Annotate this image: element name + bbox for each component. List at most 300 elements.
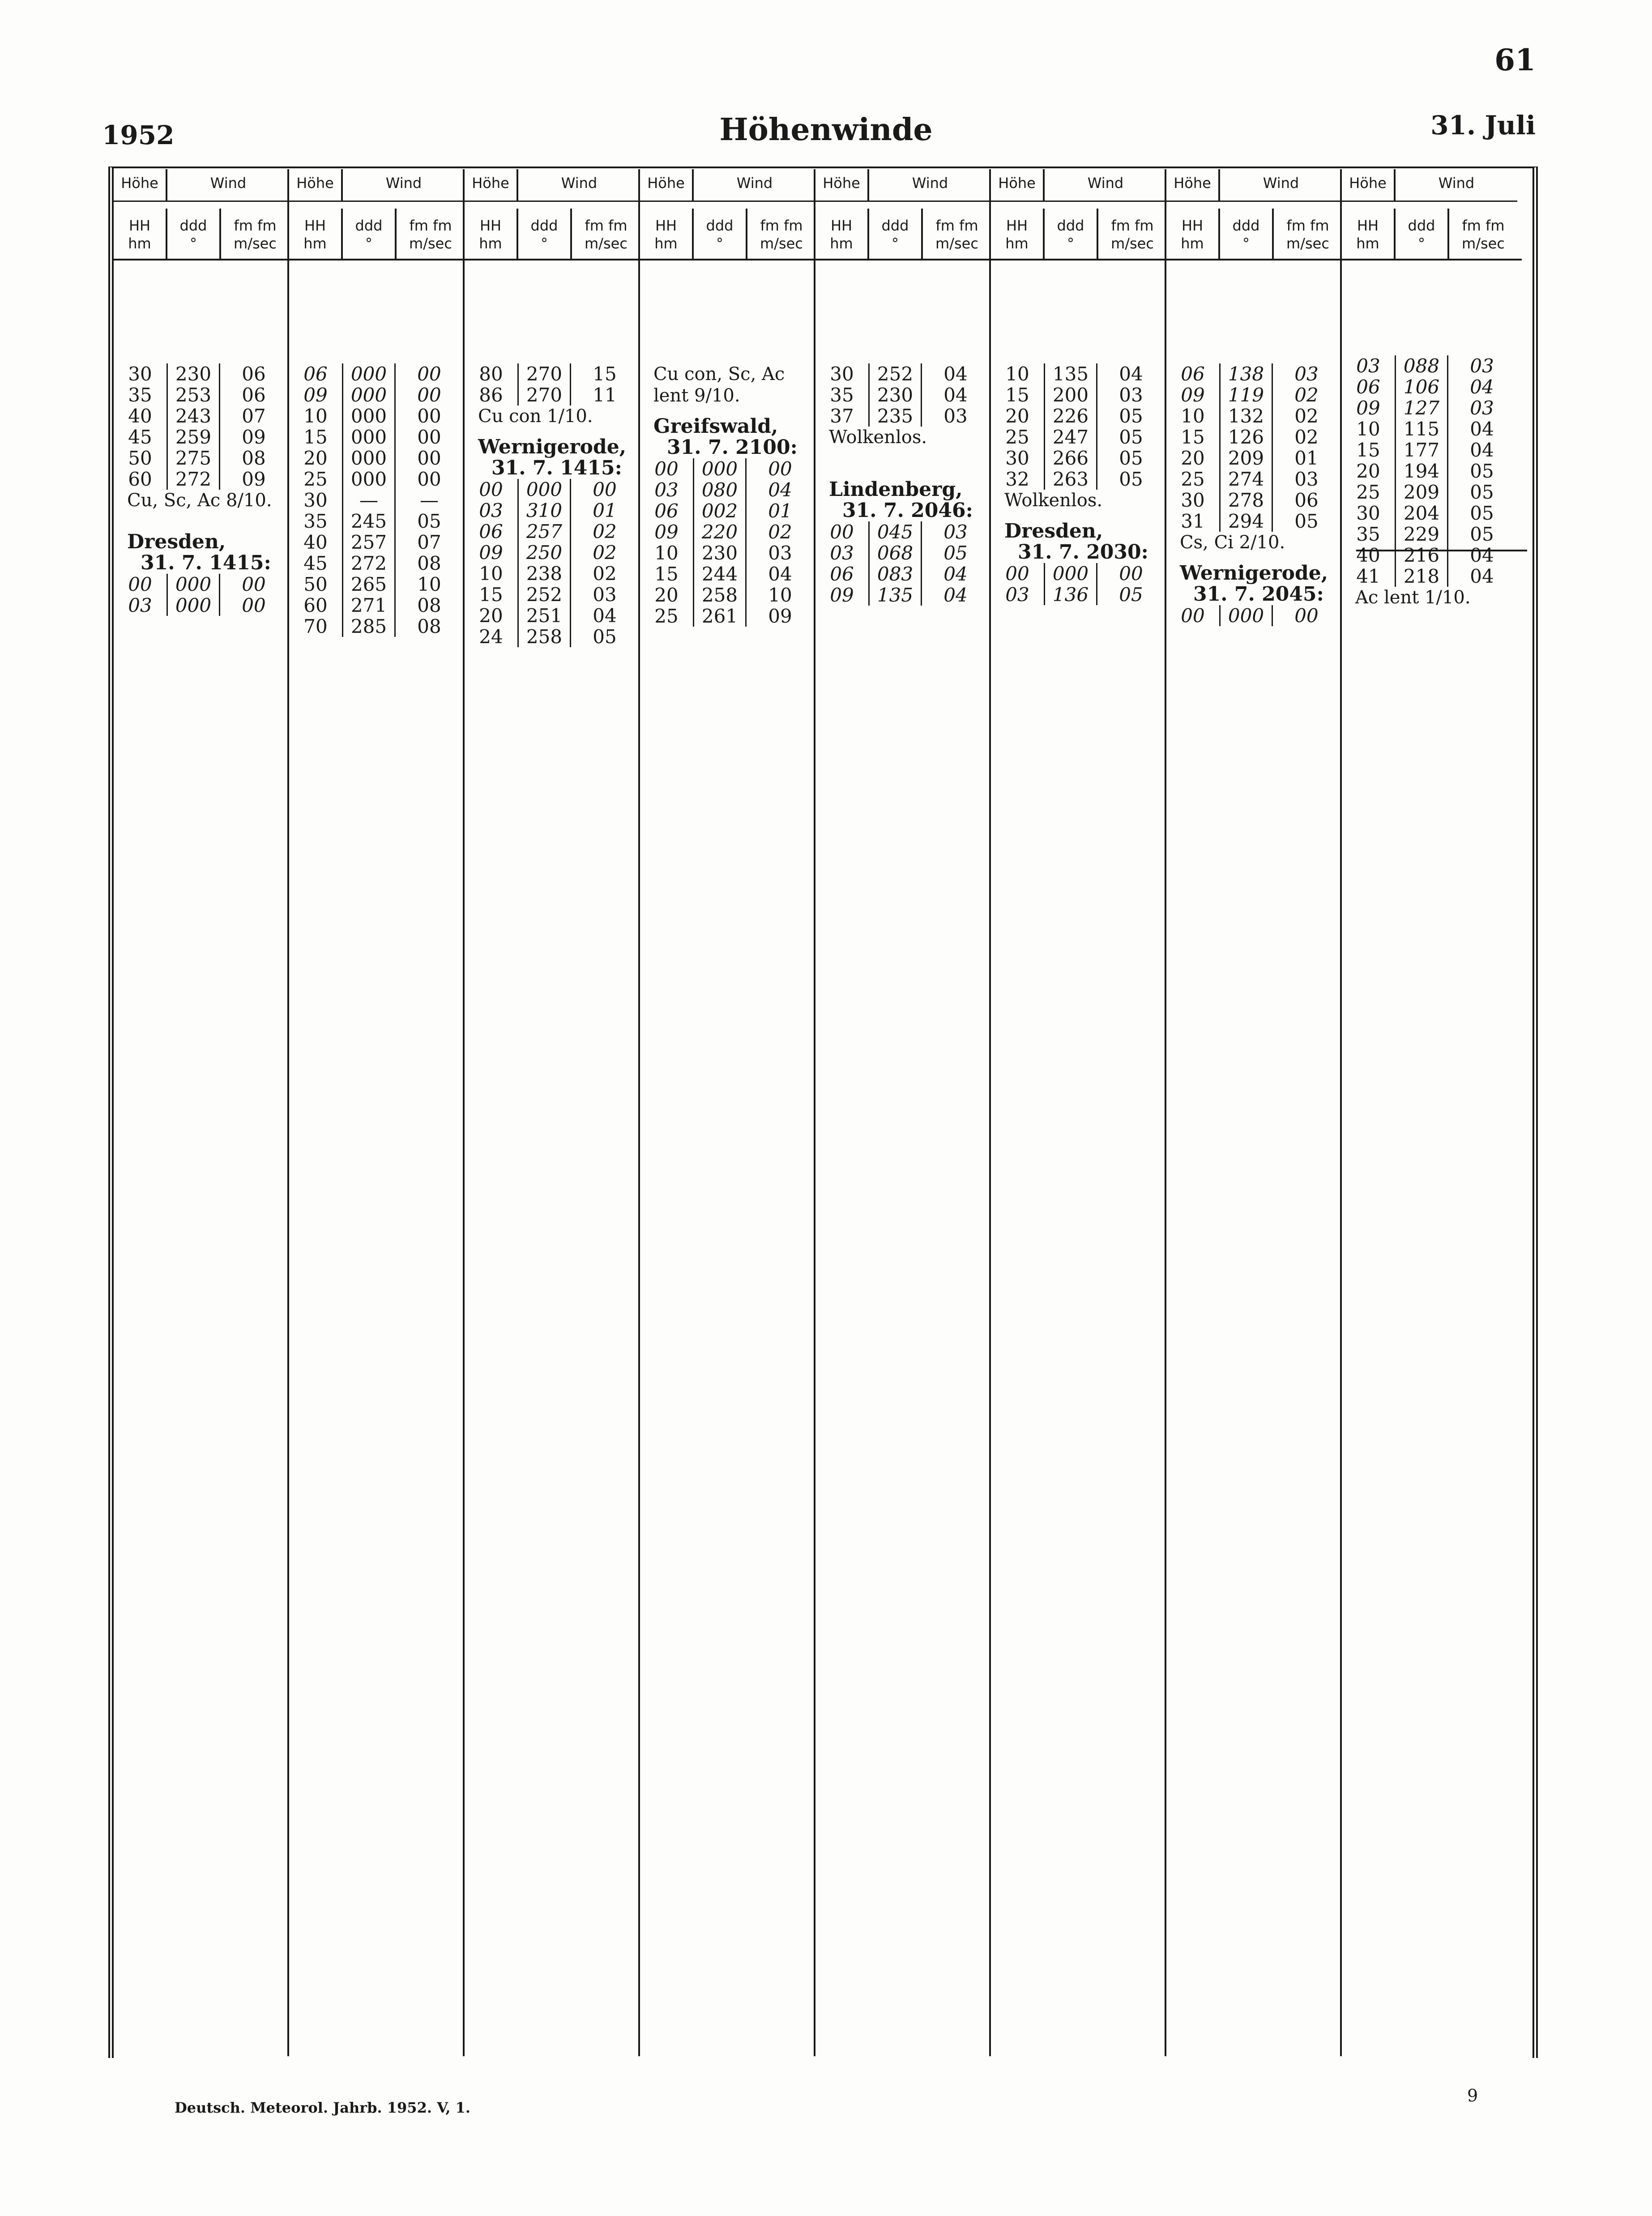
ddd-header: [1220, 209, 1274, 259]
direction-cell: 263: [1044, 469, 1097, 490]
wind-header: Wind: [869, 169, 991, 202]
column-body: [1166, 260, 1340, 626]
height-cell: 37: [830, 405, 854, 427]
direction-cell: 083: [868, 564, 922, 585]
ddd-label: ddd: [530, 217, 558, 234]
direction-cell: 272: [342, 553, 396, 574]
table-row: [991, 584, 1165, 605]
height-header: Höhe: [640, 169, 694, 202]
spacer: [815, 459, 989, 470]
speed-cell: 04: [1470, 565, 1494, 587]
table-row: [1342, 482, 1522, 503]
direction-cell: 259: [166, 427, 220, 448]
speed-cell: 00: [1294, 605, 1319, 627]
direction-cell: 245: [342, 511, 396, 532]
ddd-header: [1396, 209, 1449, 259]
cloud-note: Cu con, Sc, Ac: [653, 364, 785, 384]
degree-label: °: [716, 235, 723, 252]
speed-cell: 02: [1294, 384, 1319, 406]
height-cell: 35: [128, 384, 152, 406]
ddd-label: ddd: [179, 217, 207, 234]
hh-label: HH: [1181, 217, 1204, 234]
direction-cell: 000: [342, 427, 396, 448]
direction-cell: 294: [1219, 511, 1273, 532]
table-row: [289, 427, 463, 448]
height-header: Höhe: [114, 169, 167, 202]
ddd-header: [343, 209, 397, 259]
speed-cell: 06: [1294, 489, 1319, 511]
direction-cell: 216: [1395, 545, 1448, 566]
direction-cell: 045: [868, 521, 922, 542]
height-cell: 10: [1356, 418, 1380, 440]
ddd-label: ddd: [1408, 217, 1435, 234]
direction-cell: 230: [166, 363, 220, 384]
height-cell: 45: [128, 426, 152, 448]
table-row: [815, 585, 989, 606]
speed-cell: 02: [1294, 405, 1319, 427]
speed-cell: 05: [1119, 405, 1143, 427]
table-row: [465, 563, 638, 584]
page-title: Höhenwinde: [719, 112, 933, 148]
direction-cell: 119: [1219, 384, 1273, 406]
table-row: [1166, 448, 1340, 469]
column-body: [991, 260, 1165, 605]
mps-label: m/sec: [234, 235, 277, 252]
table-column: [640, 169, 815, 2056]
column-body: [640, 260, 814, 627]
height-cell: 20: [1181, 447, 1205, 469]
height-cell: 09: [830, 584, 854, 606]
table-row: [465, 500, 638, 521]
degree-label: °: [190, 235, 197, 252]
speed-cell: 03: [943, 521, 968, 543]
column-header: [1166, 169, 1340, 260]
table-row: [991, 406, 1165, 427]
speed-cell: 09: [768, 605, 792, 627]
table-row: [815, 406, 989, 427]
table-row: [991, 448, 1165, 469]
direction-cell: 266: [1044, 448, 1097, 469]
height-header: Höhe: [1342, 169, 1396, 202]
direction-cell: 272: [166, 469, 220, 490]
height-cell: 09: [479, 542, 503, 564]
height-cell: 00: [654, 458, 679, 480]
wind-header: Wind: [1396, 169, 1517, 202]
height-cell: 25: [1005, 426, 1029, 448]
direction-cell: 310: [517, 500, 571, 521]
speed-cell: 06: [242, 384, 266, 406]
station-time: 31. 7. 2045:: [1193, 583, 1324, 606]
speed-cell: 03: [1470, 397, 1494, 419]
direction-cell: 270: [517, 363, 571, 384]
speed-cell: 05: [417, 510, 441, 532]
ddd-label: ddd: [1057, 217, 1084, 234]
direction-cell: 002: [693, 500, 747, 521]
table-row: [289, 363, 463, 384]
direction-cell: 235: [868, 406, 922, 427]
hh-label: HH: [479, 217, 502, 234]
direction-cell: 275: [166, 448, 220, 469]
height-cell: 00: [128, 573, 152, 595]
direction-cell: 135: [868, 585, 922, 606]
height-cell: 30: [1181, 489, 1205, 511]
direction-cell: 136: [1044, 584, 1097, 605]
wind-header: Wind: [343, 169, 465, 202]
height-cell: 20: [1356, 460, 1380, 482]
direction-cell: 229: [1395, 524, 1448, 545]
direction-cell: 218: [1395, 566, 1448, 587]
ddd-header: [694, 209, 747, 259]
speed-cell: 10: [417, 573, 441, 595]
speed-header: [1449, 209, 1517, 259]
direction-cell: 253: [166, 384, 220, 406]
table-column: [815, 169, 991, 2056]
table-row: [640, 500, 814, 521]
speed-cell: 03: [1294, 468, 1319, 490]
fm-label: fm fm: [760, 217, 803, 234]
station-name: Wernigerode,: [478, 436, 627, 458]
column-header: [640, 169, 814, 260]
height-cell: 25: [1181, 468, 1205, 490]
height-cell: 35: [1356, 523, 1380, 545]
speed-cell: 05: [943, 542, 968, 564]
speed-cell: 06: [242, 363, 266, 385]
page-number: 61: [1494, 43, 1536, 77]
direction-cell: 200: [1044, 384, 1097, 406]
height-cell: 06: [830, 563, 854, 585]
speed-cell: 00: [417, 468, 441, 490]
table-column: [991, 169, 1166, 2056]
height-header: Höhe: [465, 169, 518, 202]
direction-cell: 238: [517, 563, 571, 584]
table-row: [114, 427, 287, 448]
direction-cell: 115: [1395, 418, 1448, 440]
table-row: [991, 363, 1165, 384]
table-row: [289, 469, 463, 490]
table-column: [1166, 169, 1342, 2056]
height-cell: 50: [303, 573, 328, 595]
speed-cell: 04: [593, 605, 617, 627]
column-body: [465, 260, 638, 647]
height-cell: 40: [128, 405, 152, 427]
height-cell: 06: [654, 500, 679, 522]
table-row: [1342, 461, 1522, 482]
table-row: [1166, 490, 1340, 511]
direction-cell: 000: [166, 595, 220, 616]
column-header: [289, 169, 463, 260]
table-row: [1166, 406, 1340, 427]
spacer: [114, 511, 287, 522]
column-header: [815, 169, 989, 260]
fm-label: fm fm: [234, 217, 277, 234]
hh-header: [289, 209, 343, 259]
wind-header: Wind: [167, 169, 289, 202]
direction-cell: 209: [1219, 448, 1273, 469]
direction-cell: —: [342, 490, 396, 511]
height-cell: 10: [654, 542, 679, 564]
table-row: [289, 490, 463, 511]
height-cell: 03: [654, 479, 679, 501]
hh-label: HH: [304, 217, 326, 234]
cloud-note: Wolkenlos.: [829, 427, 927, 448]
direction-cell: 257: [342, 532, 396, 553]
direction-cell: 258: [517, 626, 571, 647]
table-row: [114, 384, 287, 406]
direction-cell: 278: [1219, 490, 1273, 511]
hh-label: HH: [1006, 217, 1028, 234]
table-row: [991, 469, 1165, 490]
speed-cell: 03: [1294, 363, 1319, 385]
station-name: Greifswald,: [653, 415, 778, 438]
height-cell: 30: [1005, 447, 1029, 469]
height-cell: 15: [654, 563, 679, 585]
speed-cell: 00: [417, 426, 441, 448]
fm-label: fm fm: [935, 217, 978, 234]
table-row: [815, 564, 989, 585]
table-row: [640, 564, 814, 585]
speed-cell: 04: [943, 363, 968, 385]
speed-cell: 08: [417, 594, 441, 616]
table-row: [114, 574, 287, 595]
hm-label: hm: [654, 235, 678, 252]
direction-cell: 270: [517, 384, 571, 406]
height-cell: 06: [303, 363, 328, 385]
speed-cell: 04: [1470, 376, 1494, 398]
height-cell: 45: [303, 552, 328, 574]
hm-label: hm: [479, 235, 502, 252]
ddd-label: ddd: [881, 217, 909, 234]
table-row: [465, 542, 638, 563]
table-row: [1166, 427, 1340, 448]
height-cell: 00: [1005, 563, 1029, 585]
column-body: [114, 260, 287, 616]
speed-cell: 00: [417, 405, 441, 427]
speed-cell: 00: [593, 478, 617, 500]
height-cell: 15: [1181, 426, 1205, 448]
direction-cell: 271: [342, 595, 396, 616]
table-column: [465, 169, 640, 2056]
height-header: Höhe: [289, 169, 343, 202]
table-row: [1342, 440, 1522, 461]
table-row: [1166, 384, 1340, 406]
height-cell: 03: [1356, 355, 1380, 377]
direction-cell: 250: [517, 542, 571, 563]
speed-cell: 05: [1470, 481, 1494, 503]
hm-label: hm: [303, 235, 327, 252]
direction-cell: 126: [1219, 427, 1273, 448]
ddd-label: ddd: [1232, 217, 1260, 234]
cloud-note: Cu con 1/10.: [478, 406, 593, 427]
speed-cell: 03: [943, 405, 968, 427]
speed-cell: 04: [768, 563, 792, 585]
height-cell: 31: [1181, 510, 1205, 532]
height-cell: 41: [1356, 565, 1380, 587]
direction-cell: 209: [1395, 482, 1448, 503]
wind-header: Wind: [518, 169, 640, 202]
speed-cell: 02: [593, 563, 617, 585]
direction-cell: 000: [693, 458, 747, 479]
speed-cell: 09: [242, 468, 266, 490]
table-row: [815, 384, 989, 406]
sub-header: [1342, 209, 1517, 259]
speed-cell: —: [420, 489, 439, 511]
speed-header: [1098, 209, 1166, 259]
speed-cell: 08: [417, 615, 441, 637]
height-cell: 10: [1181, 405, 1205, 427]
height-cell: 09: [1356, 397, 1380, 419]
height-cell: 15: [479, 584, 503, 606]
speed-cell: 00: [768, 458, 792, 480]
direction-cell: 230: [868, 384, 922, 406]
cloud-note: lent 9/10.: [653, 385, 740, 406]
table-row: [640, 585, 814, 606]
mps-label: m/sec: [1286, 235, 1329, 252]
speed-cell: 03: [1470, 355, 1494, 377]
table-row: [991, 563, 1165, 584]
table-row: [1166, 363, 1340, 384]
direction-cell: 257: [517, 521, 571, 542]
direction-cell: 088: [1395, 355, 1448, 376]
sub-header: [815, 209, 991, 259]
mps-label: m/sec: [1111, 235, 1154, 252]
direction-cell: 261: [693, 606, 747, 627]
ddd-header: [1045, 209, 1098, 259]
hm-label: hm: [1005, 235, 1029, 252]
direction-cell: 230: [693, 542, 747, 564]
direction-cell: 135: [1044, 363, 1097, 384]
direction-cell: 000: [1219, 605, 1273, 626]
height-cell: 06: [1181, 363, 1205, 385]
height-cell: 10: [303, 405, 328, 427]
hh-header: [991, 209, 1045, 259]
speed-cell: 11: [593, 384, 617, 406]
speed-cell: 09: [242, 426, 266, 448]
direction-cell: 000: [342, 384, 396, 406]
fm-label: fm fm: [409, 217, 452, 234]
table-row: [289, 574, 463, 595]
table-row: [465, 521, 638, 542]
direction-cell: 252: [517, 584, 571, 605]
hh-header: [465, 209, 518, 259]
speed-cell: 04: [1470, 544, 1494, 566]
table-row: [465, 626, 638, 647]
direction-cell: 000: [342, 406, 396, 427]
speed-cell: 03: [593, 584, 617, 606]
speed-cell: 08: [417, 552, 441, 574]
fm-label: fm fm: [1286, 217, 1329, 234]
height-cell: 30: [1356, 502, 1380, 524]
table-row: [640, 458, 814, 479]
speed-header: [923, 209, 991, 259]
speed-cell: 04: [1470, 418, 1494, 440]
sub-header: [640, 209, 815, 259]
speed-header: [747, 209, 815, 259]
height-cell: 15: [303, 426, 328, 448]
speed-cell: 05: [1119, 468, 1143, 490]
speed-cell: 10: [768, 584, 792, 606]
mps-label: m/sec: [409, 235, 452, 252]
table-row: [465, 584, 638, 605]
direction-cell: 000: [342, 469, 396, 490]
station-time: 31. 7. 2030:: [1018, 541, 1148, 564]
direction-cell: 127: [1395, 397, 1448, 418]
height-cell: 25: [303, 468, 328, 490]
station-time: 31. 7. 2100:: [667, 436, 798, 459]
height-cell: 35: [830, 384, 854, 406]
table-row: [465, 363, 638, 384]
height-cell: 15: [1356, 439, 1380, 461]
station-time: 31. 7. 2046:: [842, 499, 973, 522]
hh-label: HH: [830, 217, 853, 234]
degree-label: °: [541, 235, 548, 252]
table-row: [289, 511, 463, 532]
height-cell: 20: [654, 584, 679, 606]
table-row: [640, 521, 814, 542]
table-column: [289, 169, 465, 2056]
fm-label: fm fm: [1111, 217, 1154, 234]
speed-cell: 05: [1470, 523, 1494, 545]
direction-cell: 220: [693, 521, 747, 542]
speed-cell: 05: [1470, 460, 1494, 482]
ddd-label: ddd: [706, 217, 734, 234]
speed-cell: 04: [1119, 363, 1143, 385]
speed-cell: 04: [943, 584, 968, 606]
table-row: [1342, 355, 1522, 376]
direction-cell: 274: [1219, 469, 1273, 490]
speed-cell: 00: [417, 363, 441, 385]
table-row: [465, 479, 638, 500]
hm-label: hm: [830, 235, 853, 252]
direction-cell: 244: [693, 564, 747, 585]
speed-cell: 00: [1119, 563, 1143, 585]
table-row: [289, 406, 463, 427]
speed-cell: 05: [1119, 447, 1143, 469]
table-row: [289, 384, 463, 406]
hh-label: HH: [128, 217, 151, 234]
spacer: [815, 448, 989, 459]
speed-cell: 05: [1119, 426, 1143, 448]
height-header: Höhe: [815, 169, 869, 202]
ddd-header: [869, 209, 923, 259]
height-cell: 25: [654, 605, 679, 627]
height-cell: 03: [830, 542, 854, 564]
table-row: [815, 363, 989, 384]
height-cell: 09: [654, 521, 679, 543]
table-column: [1342, 169, 1522, 2056]
fm-label: fm fm: [585, 217, 628, 234]
direction-cell: 226: [1044, 406, 1097, 427]
degree-label: °: [1418, 235, 1425, 252]
speed-header: [397, 209, 465, 259]
mps-label: m/sec: [935, 235, 978, 252]
speed-header: [572, 209, 640, 259]
hm-label: hm: [1181, 235, 1204, 252]
direction-cell: 285: [342, 616, 396, 637]
speed-cell: 05: [1119, 584, 1143, 606]
speed-cell: 15: [593, 363, 617, 385]
height-cell: 70: [303, 615, 328, 637]
height-cell: 10: [479, 563, 503, 585]
table-row: [289, 553, 463, 574]
speed-cell: 02: [768, 521, 792, 543]
cloud-note: Cu, Sc, Ac 8/10.: [127, 490, 272, 511]
direction-cell: 251: [517, 605, 571, 626]
table-row: [1342, 545, 1522, 566]
height-cell: 20: [479, 605, 503, 627]
speed-cell: 04: [1470, 439, 1494, 461]
speed-cell: 04: [943, 563, 968, 585]
speed-cell: 04: [768, 479, 792, 501]
